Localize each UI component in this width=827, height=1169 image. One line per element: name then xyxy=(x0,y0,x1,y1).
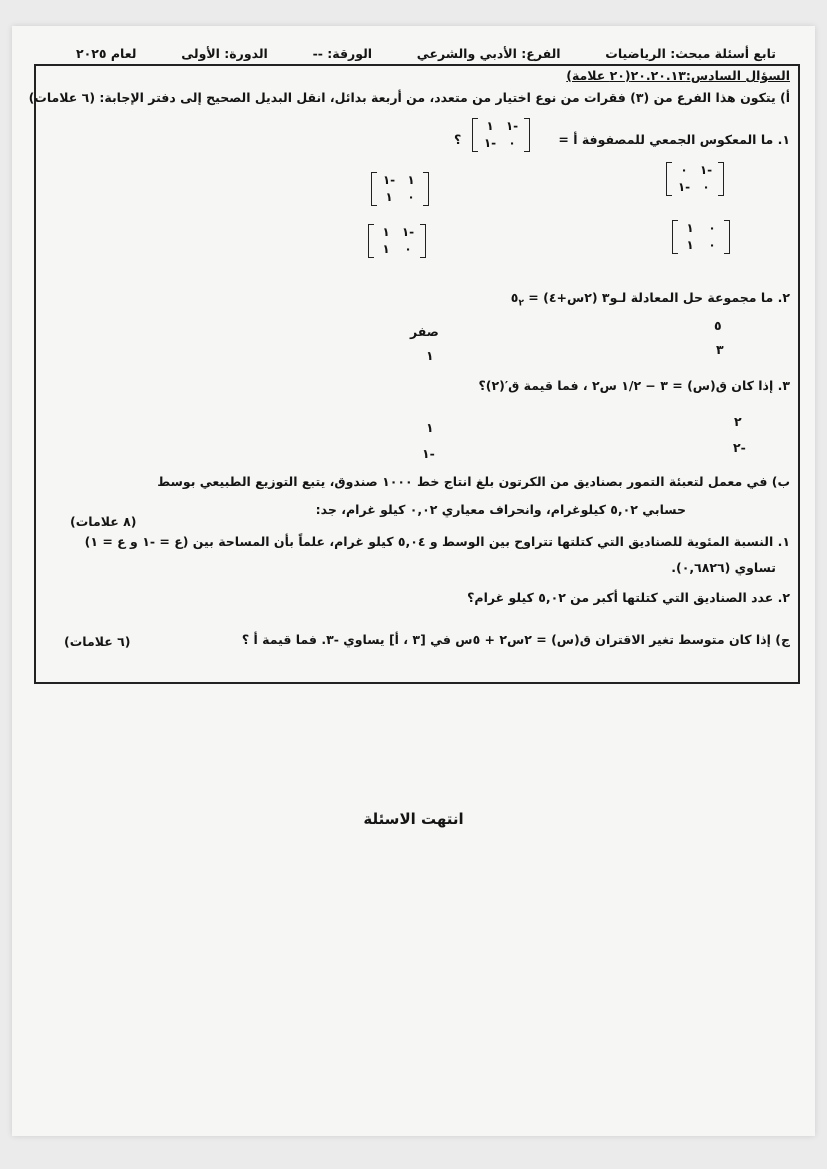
header-session: الدورة: الأولى xyxy=(181,45,268,61)
part-a-q2-text: ٢. ما مجموعة حل المعادلة لـو٣ (٢س+٤) = $٥_٢$ xyxy=(510,290,790,309)
q1-option-2-cell: ١ xyxy=(407,173,415,187)
part-b-intro-line1: ب) في معمل لتعبئة التمور بصناديق من الكرتون بلغ انتاج خط ١٠٠٠ صندوق، يتبع التوزيع الطبيعي بوسط xyxy=(157,474,790,489)
q1-option-1-cell: ٠ xyxy=(680,163,688,177)
question-title: السؤال السادس:٢٠.٢٠.١٣(٢٠ علامة) xyxy=(566,68,790,83)
q1-question-mark: ؟ xyxy=(454,132,462,147)
matrix-a xyxy=(472,118,530,152)
q1-option-3-cell: ٠ xyxy=(708,221,716,235)
part-b-q2: ٢. عدد الصناديق التي كتلتها أكبر من ٥,٠٢ كيلو غرام؟ xyxy=(467,590,790,605)
q3-option-3: ٢- xyxy=(733,440,746,455)
q3-option-1: ٢ xyxy=(734,414,742,429)
q1-option-1-cell: ١- xyxy=(699,163,713,177)
end-of-questions: انتهت الاسئلة xyxy=(363,810,464,828)
q1-option-1-cell: ١- xyxy=(677,180,691,194)
matrix-a-cell: ٠ xyxy=(508,136,516,150)
q2-option-3: ٣ xyxy=(716,342,724,357)
q2-option-1: ٥ xyxy=(714,318,722,333)
q1-option-2-cell: ٠ xyxy=(407,190,415,204)
header-paper: الورقة: -- xyxy=(312,45,373,61)
q3-option-2: ١ xyxy=(426,420,434,435)
part-a-q3-text: ٣. إذا كان ق(س) = ٣ − ١/٢ س٢ ، فما قيمة ق′(٢)؟ xyxy=(478,378,790,393)
q1-option-2-cell: ١- xyxy=(382,173,396,187)
question-box xyxy=(28,64,800,684)
exam-header xyxy=(76,42,776,64)
header-year: لعام ٢٠٢٥ xyxy=(76,45,137,61)
exam-page xyxy=(12,26,815,1136)
q1-option-3-cell: ١ xyxy=(686,238,694,252)
q1-option-1-cell: ٠ xyxy=(702,180,710,194)
part-b-q1-line1: ١. النسبة المئوية للصناديق التي كتلتها تتراوح بين الوسط و ٥,٠٤ كيلو غرام، علماً بأن المساحة بين (ع = -١ و ع = ١) xyxy=(84,534,790,549)
q1-option-2-cell: ١ xyxy=(385,190,393,204)
q1-option-4-cell: ٠ xyxy=(404,242,412,256)
part-c-marks: (٦ علامات) xyxy=(64,634,131,649)
part-b-intro-line2: حسابي ٥,٠٢ كيلوغرام، وانحراف معياري ٠,٠٢ كيلو غرام، جد: xyxy=(315,502,686,517)
q1-option-4-cell: ١- xyxy=(401,225,415,239)
q1-option-3-cell: ١ xyxy=(686,221,694,235)
matrix-a-cell: ١- xyxy=(505,119,519,133)
q3-option-4: ١- xyxy=(422,446,435,461)
matrix-a-cell: ١- xyxy=(483,136,497,150)
q1-option-3-cell: ٠ xyxy=(708,238,716,252)
q2-option-2: صفر xyxy=(410,324,439,339)
part-c-text: ج) إذا كان متوسط تغير الاقتران ق(س) = ٢س٢ + ٥س في [٣ ، أ] يساوي -٣. فما قيمة أ ؟ xyxy=(241,632,790,647)
q1-option-4-cell: ١ xyxy=(382,225,390,239)
part-a-intro: أ) يتكون هذا الفرع من (٣) فقرات من نوع اختيار من متعدد، من أربعة بدائل، انقل البديل الصحيح إلى دفتر الإجابة: (٦ علامات) xyxy=(28,90,790,105)
q1-option-4-cell: ١ xyxy=(382,242,390,256)
part-b-marks: (٨ علامات) xyxy=(70,514,137,529)
matrix-a-cell: ١ xyxy=(486,119,494,133)
header-branch: الفرع: الأدبي والشرعي xyxy=(416,45,561,61)
q1-option-4-matrix xyxy=(368,224,426,258)
header-subject: تابع أسئلة مبحث: الرياضيات xyxy=(605,45,776,61)
q1-option-2-matrix xyxy=(371,172,429,206)
part-a-q1-text: ١. ما المعكوس الجمعي للمصفوفة أ = xyxy=(558,132,790,147)
q1-option-3-matrix xyxy=(672,220,730,254)
q2-option-4: ١ xyxy=(426,348,434,363)
part-b-q1-line2: تساوي (٠,٦٨٢٦). xyxy=(671,560,776,575)
q1-option-1-matrix xyxy=(666,162,724,196)
